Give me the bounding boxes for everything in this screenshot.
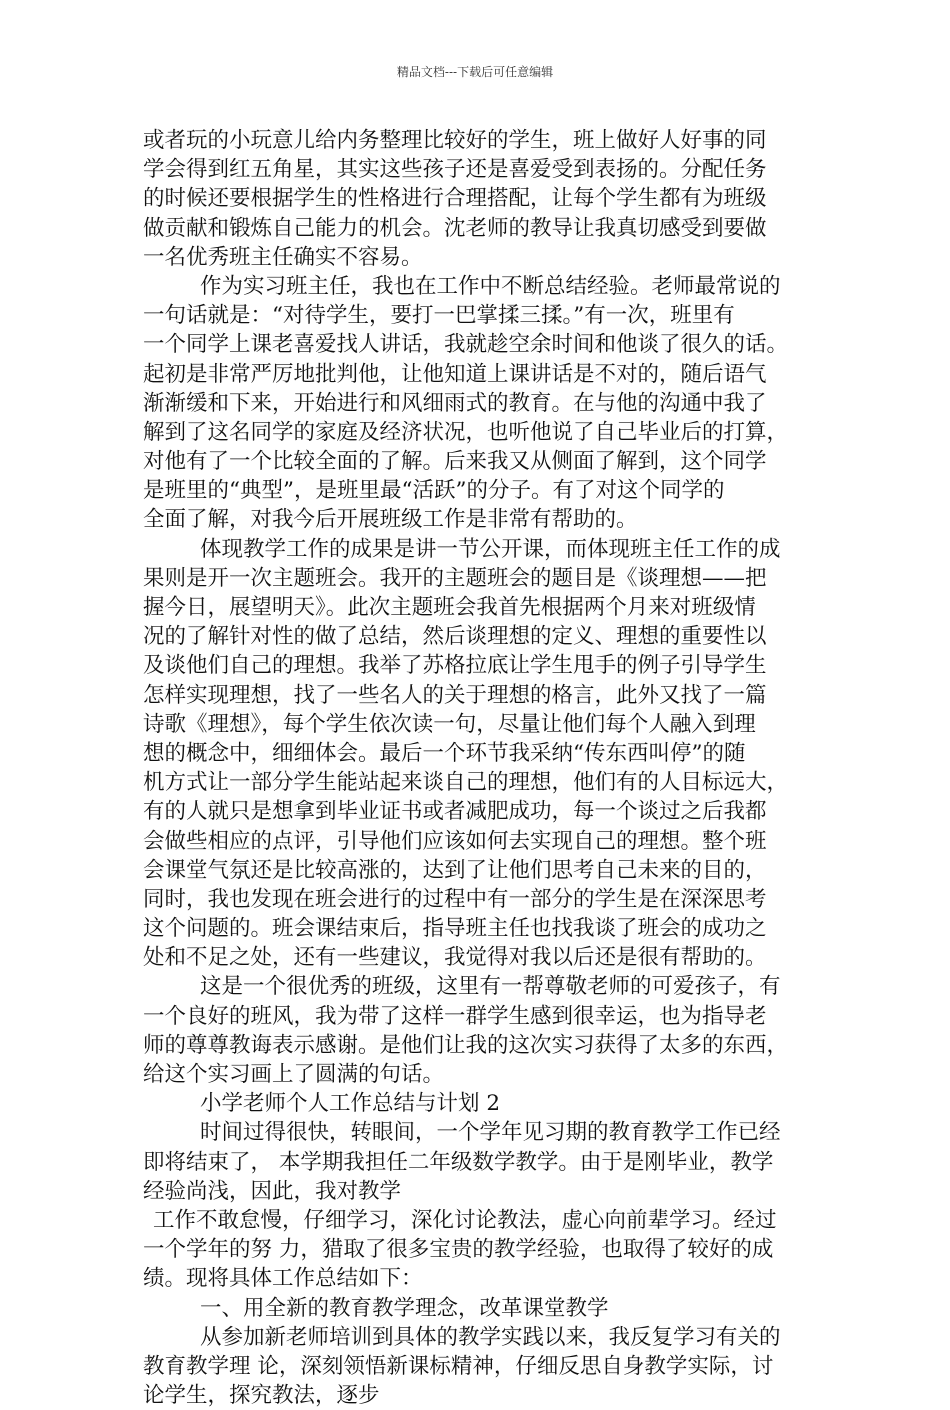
text-line: 怎样实现理想，找了一些名人的关于理想的格言，此外又找了一篇 [143,682,767,708]
text-line: 经验尚浅，因此，我对教学 [143,1178,402,1204]
text-line: 解到了这名同学的家庭及经济状况，也听他说了自己毕业后的打算， [143,419,789,445]
text-line: 论学生，探究教法，逐步 [143,1383,380,1409]
text-line: 况的了解针对性的做了总结，然后谈理想的定义、理想的重要性以 [143,624,767,650]
text-line: 一名优秀班主任确实不容易。 [143,244,423,270]
paragraph-start-line: 体现教学工作的成果是讲一节公开课，而体现班主任工作的成 [200,536,781,562]
text-line: 这个问题的。班会课结束后，指导班主任也找我谈了班会的成功之 [143,916,767,942]
paragraph-start-line: 这是一个很优秀的班级，这里有一帮尊敬老师的可爱孩子，有 [200,974,781,1000]
paragraph-start-line: 作为实习班主任，我也在工作中不断总结经验。老师最常说的 [200,273,781,299]
text-line: 有的人就只是想拿到毕业证书或者减肥成功，每一个谈过之后我都 [143,799,767,825]
text-line: 诗歌《理想》，每个学生依次读一句，尽量让他们每个人融入到理 [143,711,756,737]
text-line: 是班里的“典型”，是班里最“活跃”的分子。有了对这个同学的 [143,478,725,504]
text-line: 机方式让一部分学生能站起来谈自己的理想，他们有的人目标远大， [143,770,789,796]
text-line: 同时，我也发现在班会进行的过程中有一部分的学生是在深深思考 [143,886,767,912]
page-header: 精品文档---下载后可任意编辑 [396,65,554,79]
document-body [143,126,818,1410]
paragraph-start-line: 从参加新老师培训到具体的教学实践以来，我反复学习有关的 [200,1324,781,1350]
text-line: 果则是开一次主题班会。我开的主题班会的题目是《谈理想——把 [143,565,767,591]
text-line: 一个学年的努 力，猎取了很多宝贵的教学经验，也取得了较好的成 [143,1237,774,1263]
text-line: 起初是非常严厉地批判他，让他知道上课讲话是不对的，随后语气 [143,361,767,387]
text-line: 或者玩的小玩意儿给内务整理比较好的学生，班上做好人好事的同 [143,128,767,153]
text-line: 师的尊尊教诲表示感谢。是他们让我的这次实习获得了太多的东西， [143,1032,789,1058]
text-line: 处和不足之处，还有一些建议，我觉得对我以后还是很有帮助的。 [143,945,767,971]
text-line: 及谈他们自己的理想。我举了苏格拉底让学生甩手的例子引导学生 [143,653,767,679]
text-line: 给这个实习画上了圆满的句话。 [143,1062,445,1087]
paragraph-start-line: 时间过得很快，转眼间，一个学年见习期的教育教学工作已经 [200,1120,781,1146]
text-line: 握今日，展望明天》。此次主题班会我首先根据两个月来对班级情 [143,595,756,620]
text-line: 一句话就是：“对待学生，要打一巴掌揉三揉。”有一次，班里有 [143,303,735,329]
text-line: 想的概念中，细细体会。最后一个环节我采纳“传东西叫停”的随 [143,740,746,766]
text-line: 对他有了一个比较全面的了解。后来我又从侧面了解到，这个同学 [143,449,767,475]
section-title: 小学老师个人工作总结与计划 2 [200,1091,501,1117]
text-line: 工作不敢怠慢，仔细学习，深化讨论教法，虚心向前辈学习。经过 [153,1207,777,1233]
text-line: 会做些相应的点评，引导他们应该如何去实现自己的理想。整个班 [143,828,767,854]
text-line: 一个同学上课老喜爱找人讲话，我就趁空余时间和他谈了很久的话。 [143,332,789,358]
text-line: 学会得到红五角星，其实这些孩子还是喜爱受到表扬的。分配任务 [143,157,767,183]
text-line: 一个良好的班风，我为带了这样一群学生感到很幸运，也为指导老 [143,1003,767,1029]
text-line: 会课堂气氛还是比较高涨的，达到了让他们思考自己未来的目的， [143,857,767,883]
text-line: 做贡献和锻炼自己能力的机会。沈老师的教导让我真切感受到要做 [143,215,767,241]
text-line: 的时候还要根据学生的性格进行合理搭配，让每个学生都有为班级 [143,186,767,212]
subsection-heading: 一、用全新的教育教学理念，改革课堂教学 [200,1295,609,1321]
text-line: 教育教学理 论，深刻领悟新课标精神，仔细反思自身教学实际，讨 [143,1353,774,1379]
text-line: 即将结束了， 本学期我担任二年级数学教学。由于是刚毕业，教学 [143,1149,774,1175]
text-line: 渐渐缓和下来，开始进行和风细雨式的教育。在与他的沟通中我了 [143,390,767,416]
text-line: 绩。现将具体工作总结如下： [143,1266,423,1292]
text-line: 全面了解，对我今后开展班级工作是非常有帮助的。 [143,507,638,533]
